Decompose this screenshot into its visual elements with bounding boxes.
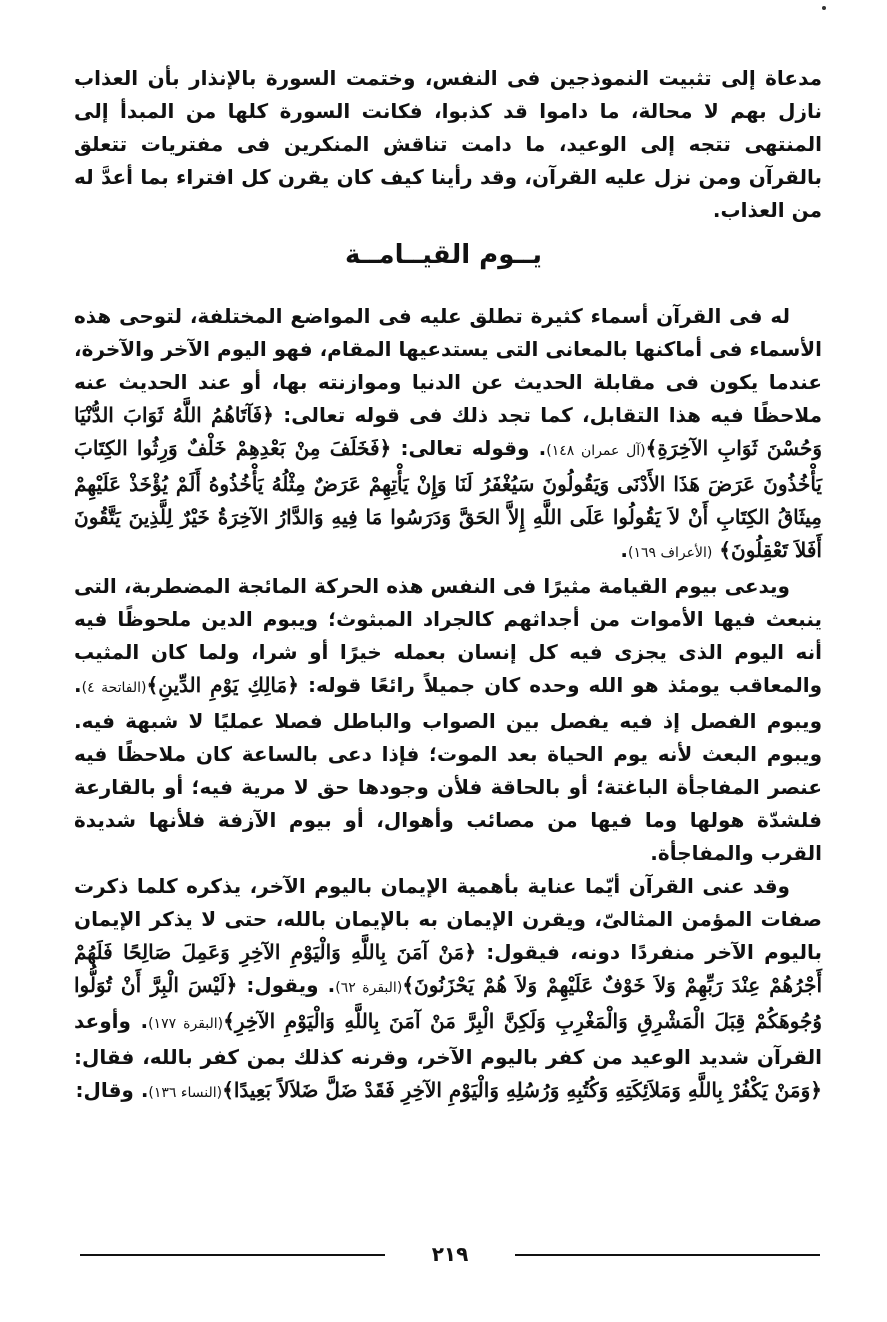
- quran-verse: ﴿لَيْسَ الْبِرَّ أَنْ تُوَلُّوا وُجُوهَكُمْ قِبَلَ الْمَشْرِقِ وَالْمَغْرِبِ وَلَكِنَّ الْبِرَّ مَنْ آمَنَ بِاللَّهِ وَالْيَوْمِ الآخِرِ﴾: [74, 973, 823, 1033]
- intro-text: مدعاة إلى تثبيت النموذجين فى النفس، وختمت السورة بالإنذار بأن العذاب نازل بهم لا محالة، ما داموا قد كذبوا، فكانت السورة كلها من المبدأ إلى المنتهى تتجه إلى الوعيد، ما دامت تناقش المنكرين فى مفتريات تتعلق بالقرآن ومن نزل عليه القرآن، وقد رأينا كيف كان يقرن كل افتراء بما أعدَّ له من العذاب.: [74, 66, 822, 222]
- section-heading-text: يــوم القيــامــة: [344, 240, 543, 270]
- paragraph-belief-in-last-day: [74, 870, 822, 1110]
- page-footer: [80, 1242, 820, 1272]
- quran-verse: ﴿فَآتَاهُمُ اللَّهُ ثَوَابَ الدُّنْيَا وَحُسْنَ ثَوَابِ الآخِرَةِ﴾: [74, 403, 822, 460]
- scan-dot: [822, 6, 826, 10]
- paragraph-names-of-day: [74, 300, 822, 570]
- quran-verse: ﴿مَنْ آمَنَ بِاللَّهِ وَالْيَوْمِ الآخِرِ وَعَمِلَ صَالِحًا فَلَهُمْ أَجْرُهُمْ عِنْدَ رَبِّهِمْ وَلاَ خَوْفٌ عَلَيْهِمْ وَلاَ هُمْ يَحْزَنُونَ﴾: [74, 940, 823, 997]
- verse-reference: (الأعراف ١٦٩): [628, 545, 713, 561]
- body-text: . وقوله تعالى:: [391, 436, 547, 460]
- intro-paragraph: [74, 62, 822, 227]
- verse-reference: (البقرة ١٧٧): [148, 1016, 224, 1032]
- verse-reference: (الفاتحة ٤): [81, 680, 147, 696]
- section-heading: [0, 240, 887, 270]
- verse-reference: (النساء ١٣٦): [148, 1085, 223, 1101]
- page-number: ٢١٩: [431, 1242, 469, 1266]
- body-text: وقد عنى القرآن أيّما عناية بأهمية الإيمان باليوم الآخر، يذكره كلما ذكرت صفات المؤمن المثالىّ، ويقرن الإيمان به بالإيمان بالله، حتى لا يذكر الإيمان باليوم الآخر منفردًا دونه، فيقول:: [74, 874, 822, 964]
- body-text: له فى القرآن أسماء كثيرة تطلق عليه فى المواضع المختلفة، لتوحى هذه الأسماء فى أماكنها بالمعانى التى يستدعيها المقام، فهو اليوم الآخر والآخرة، عندما يكون فى مقابلة الحديث عن الدنيا وموازنته بها، أو عند الحديث عنه ملاحظًا فيه هذا التقابل، كما تجد ذلك فى قوله تعالى:: [74, 304, 822, 427]
- body-text: ويدعى بيوم القيامة مثيرًا فى النفس هذه الحركة المائجة المضطربة، التى ينبعث فيها الأموات من أجداثهم كالجراد المبثوث؛ ويبوم الدين ملحوظًا فيه أنه اليوم الذى يجزى فيه كل إنسان بعمله خيرًا أو شرا، ولما كان المثيب والمعاقب يومئذ هو الله وحده كان جميلاً رائعًا قوله:: [74, 574, 823, 697]
- body-text: . وأوعد القرآن شديد الوعيد من كفر باليوم الآخر، وقرنه كذلك بمن كفر بالله، فقال:: [74, 1009, 822, 1069]
- footer-rule-left: [80, 1254, 385, 1256]
- footer-rule-right: [515, 1254, 820, 1256]
- paragraph-day-of-resurrection: [74, 570, 822, 870]
- body-text: . ويقول:: [237, 973, 336, 997]
- verse-reference: (آل عمران ١٤٨): [546, 443, 646, 459]
- quran-verse: ﴿مَالِكِ يَوْمِ الدِّينِ﴾: [146, 673, 299, 697]
- quran-verse: ﴿فَخَلَفَ مِنْ بَعْدِهِمْ خَلْفٌ وَرِثُوا الكِتَابَ يَأْخُذُونَ عَرَضَ هَذَا الأَدْنَى وَيَقُولُونَ سَيُغْفَرُ لَنَا وَإِنْ يَأْتِهِمْ عَرَضٌ مِثْلُهُ يَأْخُذُوهُ أَلَمْ يُؤْخَذْ عَلَيْهِمْ مِيثَاقُ الكِتَابِ أَنْ لاَ يَقُولُوا عَلَى اللَّهِ إِلاَّ الحَقَّ وَدَرَسُوا مَا فِيهِ وَالدَّارُ الآخِرَةُ خَيْرٌ لِلَّذِينَ يَتَّقُونَ أَفَلاَ تَعْقِلُونَ﴾: [74, 436, 822, 562]
- body-text: . وقال:: [75, 1078, 149, 1102]
- body-text: . ويبوم الفصل إذ فيه يفصل بين الصواب والباطل فصلا عمليًا لا شبهة فيه. ويبوم البعث لأنه يوم الحياة بعد الموت؛ فإذا دعى بالساعة كان ملاحظًا فيه عنصر المفاجأة الباغتة؛ أو بالحاقة فلأن وجودها حق لا مرية فيه؛ أو بالقارعة فلشدّة هولها وما فيها من مصائب وأهوال، أو بيوم الآزفة فلأنها شديدة القرب والمفاجأة.: [74, 673, 822, 865]
- quran-verse: ﴿وَمَنْ يَكْفُرْ بِاللَّهِ وَمَلاَئِكَتِهِ وَكُتُبِهِ وَرُسُلِهِ وَالْيَوْمِ الآخِرِ فَقَدْ ضَلَّ ضَلاَلاً بَعِيدًا﴾: [222, 1078, 822, 1102]
- body-text: .: [620, 538, 628, 562]
- main-text: [74, 300, 822, 1110]
- verse-reference: (البقرة ٦٢): [335, 980, 403, 996]
